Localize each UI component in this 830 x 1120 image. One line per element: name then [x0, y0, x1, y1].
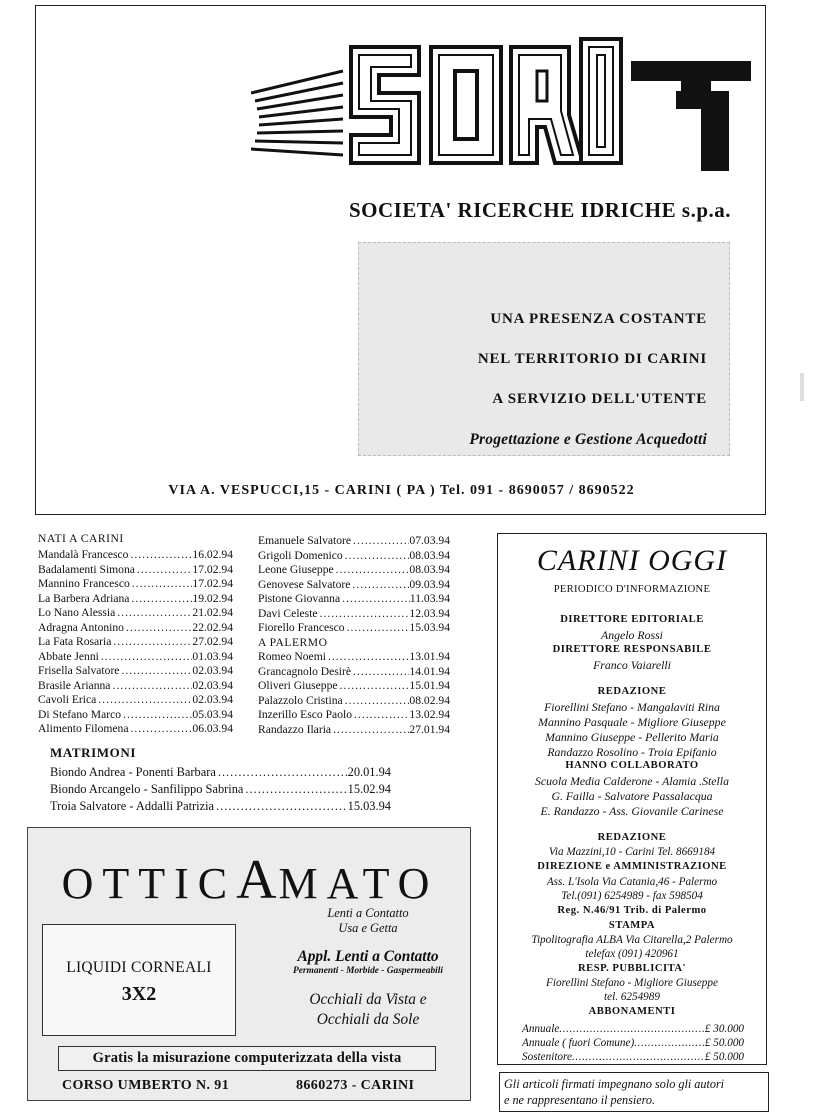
sori-advertisement	[35, 5, 766, 515]
slogan-box	[358, 242, 730, 456]
ottica-advertisement	[27, 827, 471, 1101]
promo-offer: 3X2	[121, 983, 157, 1005]
list-item: Randazzo Ilaria ..... 27.01.94	[258, 723, 450, 737]
masthead-title: CARINI OGGI	[536, 544, 728, 577]
sori-logo	[251, 31, 756, 181]
service-line: Lenti a Contatto	[327, 906, 409, 920]
list-item: Biondo Arcangelo - Sanfilippo Sabrina ..... 15.02.94	[50, 781, 391, 797]
service-line: Usa e Getta	[338, 921, 398, 935]
births-column-right	[258, 532, 450, 742]
info-line: tel. 6254989	[604, 991, 660, 1003]
list-item: Inzerillo Esco Paolo ..... 13.02.94	[258, 708, 450, 722]
births-column-left	[38, 532, 233, 742]
role-label: DIREZIONE e AMMINISTRAZIONE	[537, 861, 727, 872]
slogan-line: A SERVIZIO DELL'UTENTE	[492, 391, 707, 407]
service-line: Appl. Lenti a Contatto	[297, 948, 439, 965]
service-subline: Permanenti - Morbide - Gaspermeabili	[293, 966, 443, 976]
role-name: Mannino Pasquale - Migliore Giuseppe	[538, 715, 726, 729]
list-item: Alimento Filomena ..... 06.03.94	[38, 722, 233, 736]
masthead-subtitle: PERIODICO D'INFORMAZIONE	[553, 584, 711, 595]
role-name: Randazzo Rosolino - Troia Epifanio	[547, 745, 717, 759]
palermo-title: A PALERMO	[258, 635, 328, 649]
list-item: Biondo Andrea - Ponenti Barbara ..... 20.01.94	[50, 764, 391, 780]
promo-banner: Gratis la misurazione computerizzata della vista	[58, 1046, 436, 1071]
list-item: Mandalà Francesco ..... 16.02.94	[38, 548, 233, 562]
list-item: Fiorello Francesco ..... 15.03.94	[258, 621, 450, 635]
service-line: Occhiali da Sole	[316, 1011, 420, 1028]
role-label: REDAZIONE	[597, 832, 667, 843]
role-name: Franco Vaiarelli	[593, 658, 671, 672]
list-item: Leone Giuseppe ..... 08.03.94	[258, 563, 450, 577]
marriages-title: MATRIMONI	[50, 745, 137, 760]
list-item: Palazzolo Cristina ..... 08.02.94	[258, 694, 450, 708]
service-line: Occhiali da Vista e	[309, 991, 427, 1008]
promo-box	[42, 924, 236, 1036]
list-item: Abbate Jenni ..... 01.03.94	[38, 650, 233, 664]
company-name: SOCIETA' RICERCHE IDRICHE s.p.a.	[348, 198, 731, 222]
subscription-row: Annuale ..... £ 30.000	[522, 1022, 744, 1036]
info-line: Fiorellini Stefano - Migliore Giuseppe	[546, 977, 718, 989]
ottica-services	[278, 906, 458, 1030]
list-item: La Fata Rosaria ..... 27.02.94	[38, 635, 233, 649]
subscription-row: Sostenitore ..... £ 50.000	[522, 1050, 744, 1064]
slogan-line: UNA PRESENZA COSTANTE	[490, 311, 707, 327]
role-name: Fiorellini Stefano - Mangalaviti Rina	[544, 700, 720, 714]
disclaimer-line: e ne rappresentano il pensiero.	[504, 1093, 656, 1107]
list-item: Romeo Noemi ..... 13.01.94	[258, 650, 450, 664]
role-name: G. Failla - Salvatore Passalacqua	[551, 789, 713, 803]
role-label: HANNO COLLABORATO	[565, 760, 699, 771]
disclaimer	[499, 1072, 769, 1112]
list-item: Badalamenti Simona ..... 17.02.94	[38, 563, 233, 577]
list-item: Lo Nano Alessia ..... 21.02.94	[38, 606, 233, 620]
ottica-name: OTTICAMATO	[61, 849, 439, 911]
list-item: Cavoli Erica ..... 02.03.94	[38, 693, 233, 707]
ottica-address: CORSO UMBERTO N. 91	[62, 1078, 230, 1093]
role-name: Scuola Media Calderone - Alamia .Stella	[535, 774, 729, 788]
list-item: Troia Salvatore - Addalli Patrizia ..... 15.03.94	[50, 798, 391, 814]
slogan-line: NEL TERRITORIO DI CARINI	[477, 351, 707, 367]
list-item: Davi Celeste ..... 12.03.94	[258, 607, 450, 621]
role-name: Mannino Giuseppe - Pellerito Maria	[545, 730, 719, 744]
disclaimer-line: Gli articoli firmati impegnano solo gli autori	[504, 1077, 725, 1091]
list-item: Pistone Giovanna ..... 11.03.94	[258, 592, 450, 606]
service-line: Progettazione e Gestione Acquedotti	[469, 431, 707, 448]
role-label: STAMPA	[608, 920, 656, 931]
list-item: Grigoli Domenico ..... 08.03.94	[258, 549, 450, 563]
info-line: Tipolitografia ALBA Via Citarella,2 Palermo	[531, 934, 733, 946]
promo-line: LIQUIDI CORNEALI	[66, 959, 212, 976]
list-item: Emanuele Salvatore ..... 07.03.94	[258, 534, 450, 548]
page-edge-mark	[800, 373, 804, 401]
list-item: Frisella Salvatore ..... 02.03.94	[38, 664, 233, 678]
info-line: telefax (091) 420961	[585, 948, 679, 960]
role-label: REDAZIONE	[597, 686, 667, 697]
masthead	[497, 533, 767, 1065]
info-line: Via Mazzini,10 - Carini Tel. 8669184	[548, 846, 716, 858]
role-label: ABBONAMENTI	[588, 1006, 676, 1017]
role-name: Angelo Rossi	[601, 628, 663, 642]
list-item: Di Stefano Marco ..... 05.03.94	[38, 708, 233, 722]
role-label: RESP. PUBBLICITA'	[578, 963, 686, 974]
list-item: Adragna Antonino ..... 22.02.94	[38, 621, 233, 635]
list-item: Grancagnolo Desirè ..... 14.01.94	[258, 665, 450, 679]
list-item: La Barbera Adriana ..... 19.02.94	[38, 592, 233, 606]
births-title: NATI A CARINI	[38, 532, 124, 545]
registration: Reg. N.46/91 Trib. di Palermo	[557, 905, 707, 916]
role-label: DIRETTORE EDITORIALE	[560, 614, 704, 625]
info-line: Ass. L'Isola Via Catania,46 - Palermo	[546, 876, 718, 888]
list-item: Oliveri Giuseppe ..... 15.01.94	[258, 679, 450, 693]
list-item: Genovese Salvatore ..... 09.03.94	[258, 578, 450, 592]
list-item: Brasile Arianna ..... 02.03.94	[38, 679, 233, 693]
role-label: DIRETTORE RESPONSABILE	[552, 644, 712, 655]
info-line: Tel.(091) 6254989 - fax 598504	[561, 890, 703, 902]
ottica-phone: 8660273 - CARINI	[296, 1078, 415, 1093]
subscription-row: Annuale ( fuori Comune) ..... £ 50.000	[522, 1036, 744, 1050]
list-item: Mannino Francesco ..... 17.02.94	[38, 577, 233, 591]
role-name: E. Randazzo - Ass. Giovanile Carinese	[540, 804, 724, 818]
sori-address: VIA A. VESPUCCI,15 - CARINI ( PA ) Tel. 091 - 8690057 / 8690522	[168, 483, 635, 498]
